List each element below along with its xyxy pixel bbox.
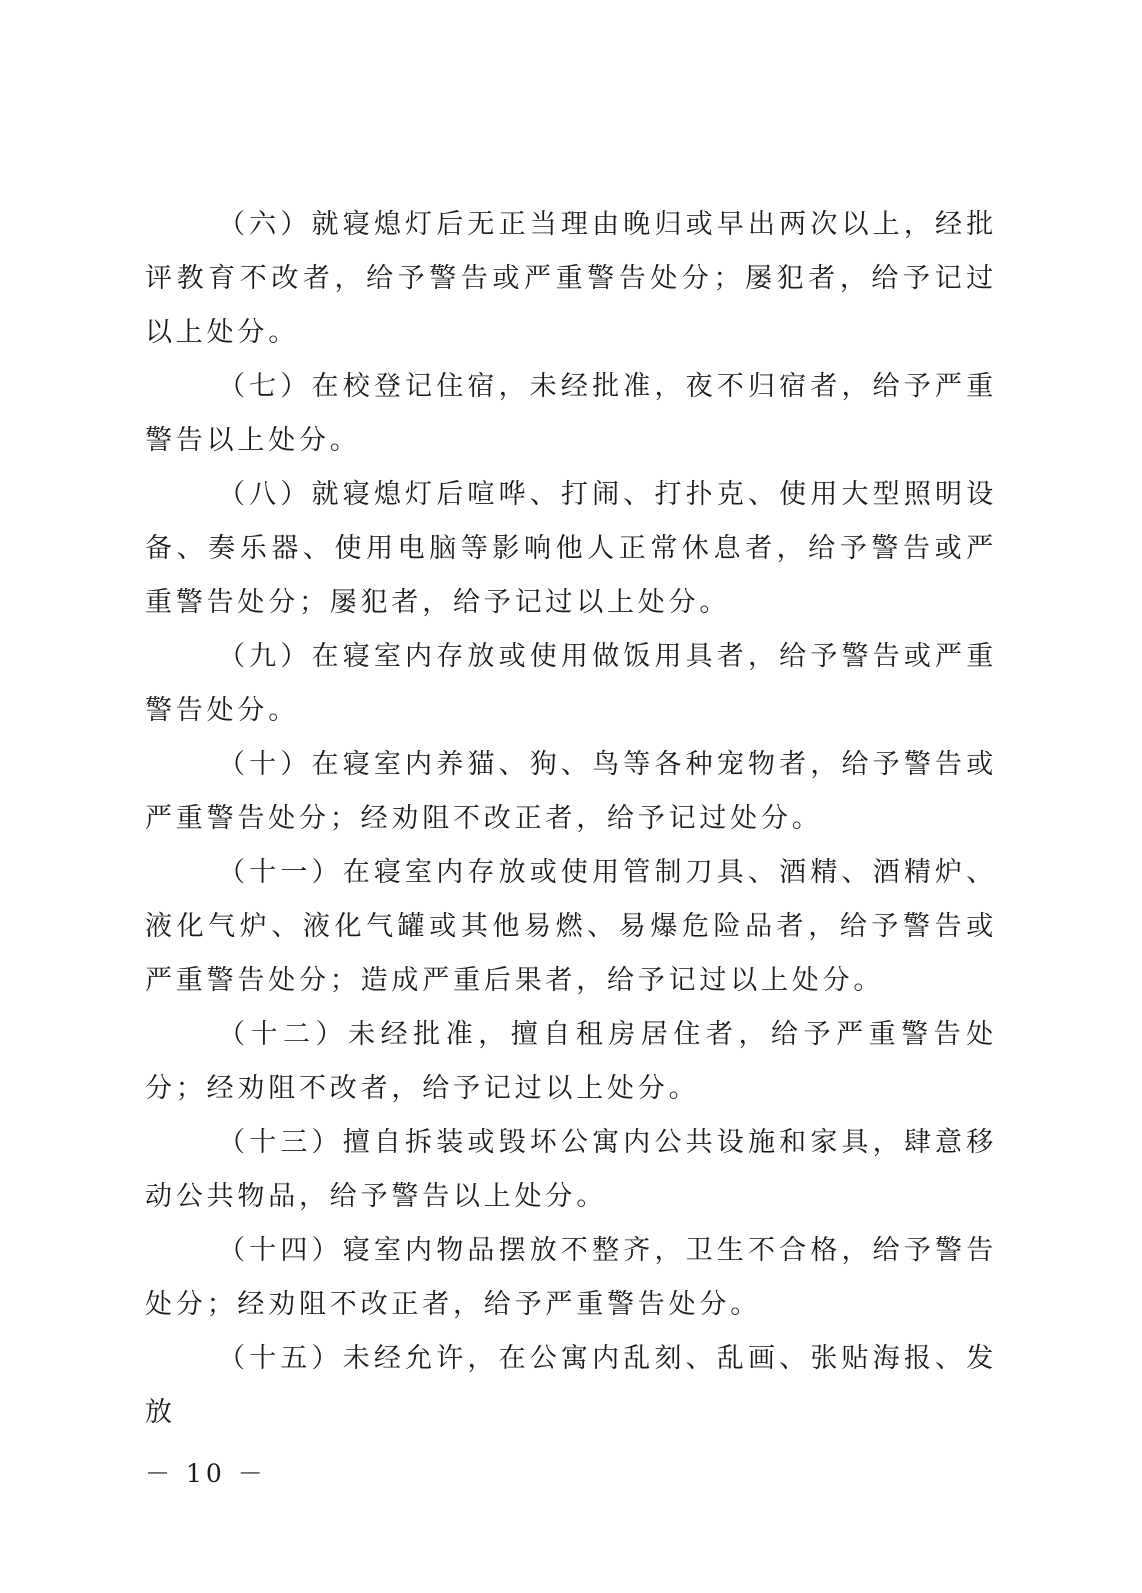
paragraph-item-13: （十三）擅自拆装或毁坏公寓内公共设施和家具，肆意移动公共物品，给予警告以上处分。 <box>145 1127 997 1212</box>
paragraph-item-6: （六）就寝熄灯后无正当理由晚归或早出两次以上，经批评教育不改者，给予警告或严重警告处分；屡犯者，给予记过以上处分。 <box>145 209 997 348</box>
paragraph-item-10: （十）在寝室内养猫、狗、鸟等各种宠物者，给予警告或严重警告处分；经劝阻不改正者，给予记过处分。 <box>145 749 997 834</box>
paragraph-item-7: （七）在校登记住宿，未经批准，夜不归宿者，给予严重警告以上处分。 <box>145 371 997 456</box>
document-body <box>145 198 997 1440</box>
paragraph-item-9: （九）在寝室内存放或使用做饭用具者，给予警告或严重警告处分。 <box>145 641 997 726</box>
paragraph-item-12: （十二）未经批准，擅自租房居住者，给予严重警告处分；经劝阻不改者，给予记过以上处分。 <box>145 1019 997 1104</box>
paragraph-item-8: （八）就寝熄灯后喧哗、打闹、打扑克、使用大型照明设备、奏乐器、使用电脑等影响他人正常休息者，给予警告或严重警告处分；屡犯者，给予记过以上处分。 <box>145 479 997 618</box>
paragraph-item-11: （十一）在寝室内存放或使用管制刀具、酒精、酒精炉、液化气炉、液化气罐或其他易燃、易爆危险品者，给予警告或严重警告处分；造成严重后果者，给予记过以上处分。 <box>145 857 997 996</box>
paragraph-item-15: （十五）未经允许，在公寓内乱刻、乱画、张贴海报、发放 <box>145 1343 997 1428</box>
paragraph-item-14: （十四）寝室内物品摆放不整齐，卫生不合格，给予警告处分；经劝阻不改正者，给予严重警告处分。 <box>145 1235 997 1320</box>
page-number: － 10 － <box>145 1459 267 1488</box>
